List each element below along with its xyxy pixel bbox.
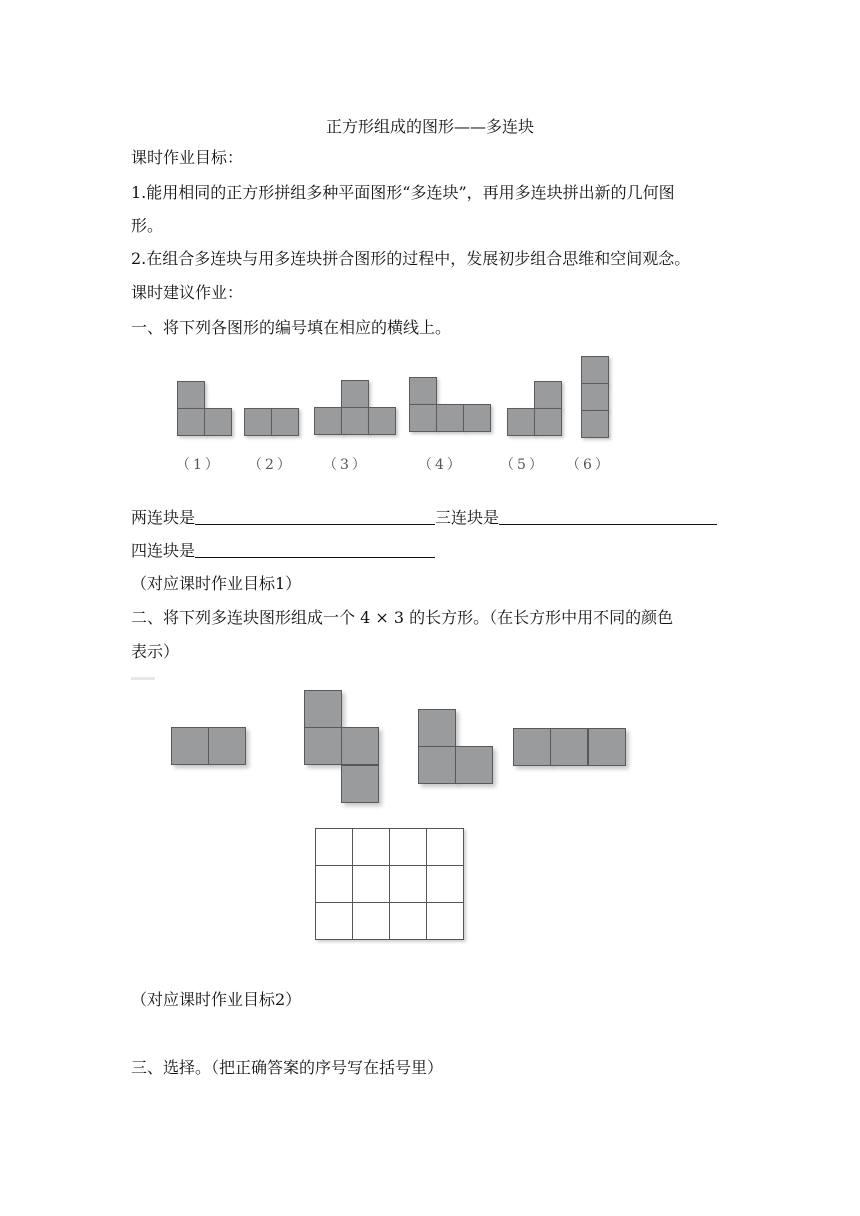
figure-label-1: （1）: [176, 457, 222, 473]
question-3-prompt: 三、选择。（把正确答案的序号写在括号里）: [131, 1058, 444, 1077]
three-block-label: 三连块是: [435, 508, 500, 527]
grid-cell[interactable]: [316, 903, 353, 940]
two-block-blank[interactable]: [195, 507, 435, 525]
question-1-prompt: 一、将下列各图形的编号填在相应的横线上。: [131, 318, 452, 337]
grid-cell[interactable]: [390, 829, 427, 866]
question-2-prompt-line-1: 二、将下列多连块图形组成一个 4 × 3 的长方形。（在长方形中用不同的颜色: [131, 608, 674, 627]
grid-cell[interactable]: [390, 903, 427, 940]
answer-row-four: [131, 540, 435, 561]
grid-cell[interactable]: [390, 866, 427, 903]
grid-cell[interactable]: [353, 903, 390, 940]
figure-label-4: （4）: [418, 457, 464, 473]
answer-row-two-three: [131, 507, 717, 528]
goal-2: 2.在组合多连块与用多连块拼合图形的过程中，发展初步组合思维和空间观念。: [131, 249, 691, 268]
question-2-prompt-line-2: 表示）: [131, 642, 180, 661]
goal-1-line-2: 形。: [131, 216, 164, 235]
question-2-note: （对应课时作业目标2）: [131, 990, 302, 1009]
figure-label-6: （6）: [566, 457, 612, 473]
scan-mark: [131, 677, 155, 680]
page-title: 正方形组成的图形——多连块: [325, 117, 534, 136]
grid-cell[interactable]: [316, 866, 353, 903]
figure-label-5: （5）: [500, 457, 546, 473]
grid-cell[interactable]: [427, 829, 464, 866]
grid-cell[interactable]: [316, 829, 353, 866]
figure-label-3: （3）: [323, 457, 369, 473]
grid-cell[interactable]: [427, 866, 464, 903]
homework-heading: 课时建议作业：: [131, 283, 244, 302]
four-block-blank[interactable]: [195, 540, 435, 558]
figure-label-2: （2）: [248, 457, 294, 473]
three-block-blank[interactable]: [499, 507, 717, 525]
rectangle-grid-4x3[interactable]: [315, 828, 464, 940]
two-block-label: 两连块是: [131, 508, 196, 527]
four-block-label: 四连块是: [131, 541, 196, 560]
grid-cell[interactable]: [353, 866, 390, 903]
goals-heading: 课时作业目标：: [131, 148, 244, 167]
grid-cell[interactable]: [353, 829, 390, 866]
grid-cell[interactable]: [427, 903, 464, 940]
question-1-note: （对应课时作业目标1）: [131, 574, 302, 593]
goal-1-line-1: 1.能用相同的正方形拼组多种平面图形“多连块”，再用多连块拼出新的几何图: [131, 183, 675, 202]
